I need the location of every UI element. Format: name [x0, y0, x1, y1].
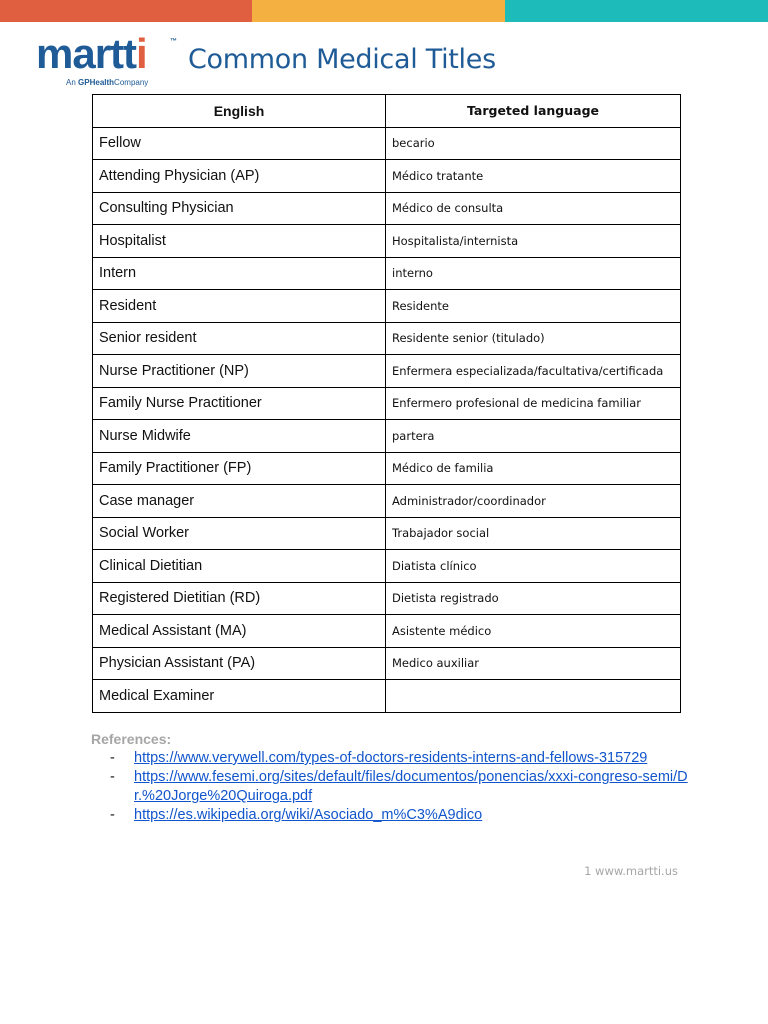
- cell-targeted-language: Enfermero profesional de medicina familiar: [386, 387, 681, 420]
- table-row: [93, 225, 681, 258]
- cell-english: Family Nurse Practitioner: [93, 387, 386, 420]
- cell-targeted-language: [386, 680, 681, 713]
- table-row: [93, 550, 681, 583]
- cell-english: Physician Assistant (PA): [93, 647, 386, 680]
- cell-targeted-language: Enfermera especializada/facultativa/certificada: [386, 355, 681, 388]
- color-bar-yellow: [252, 0, 505, 22]
- table-row: [93, 322, 681, 355]
- cell-english: Attending Physician (AP): [93, 160, 386, 193]
- cell-english: Nurse Practitioner (NP): [93, 355, 386, 388]
- cell-targeted-language: interno: [386, 257, 681, 290]
- table-row: [93, 160, 681, 193]
- logo-tag-prefix: An: [66, 78, 76, 87]
- logo-word-end: i: [136, 30, 147, 77]
- cell-targeted-language: Medico auxiliar: [386, 647, 681, 680]
- reference-item: [110, 768, 690, 806]
- cell-english: Medical Assistant (MA): [93, 615, 386, 648]
- color-bar: [0, 0, 768, 22]
- logo-tagline: [66, 78, 148, 87]
- table-row: [93, 647, 681, 680]
- cell-targeted-language: Médico de familia: [386, 452, 681, 485]
- cell-english: Family Practitioner (FP): [93, 452, 386, 485]
- table-row: [93, 517, 681, 550]
- reference-item: [110, 806, 690, 825]
- table-row: [93, 290, 681, 323]
- table-row: [93, 420, 681, 453]
- martti-logo: [36, 30, 186, 90]
- cell-english: Fellow: [93, 127, 386, 160]
- cell-targeted-language: Asistente médico: [386, 615, 681, 648]
- cell-english: Consulting Physician: [93, 192, 386, 225]
- logo-word-main: martt: [36, 30, 137, 77]
- cell-targeted-language: Administrador/coordinador: [386, 485, 681, 518]
- logo-wordmark: [36, 32, 147, 76]
- reference-bullet: -: [110, 807, 115, 823]
- table-header-row: [93, 95, 681, 128]
- reference-link[interactable]: https://www.verywell.com/types-of-doctors-residents-interns-and-fellows-315729: [134, 750, 648, 766]
- table-row: [93, 387, 681, 420]
- cell-english: Medical Examiner: [93, 680, 386, 713]
- cell-english: Nurse Midwife: [93, 420, 386, 453]
- page-footer: 1 www.martti.us: [584, 864, 678, 878]
- logo-tag-brand: GPHealth: [78, 78, 115, 87]
- cell-targeted-language: Residente: [386, 290, 681, 323]
- cell-targeted-language: partera: [386, 420, 681, 453]
- cell-targeted-language: Hospitalista/internista: [386, 225, 681, 258]
- header-english: English: [93, 95, 386, 128]
- cell-targeted-language: Dietista registrado: [386, 582, 681, 615]
- cell-english: Registered Dietitian (RD): [93, 582, 386, 615]
- reference-bullet: -: [110, 769, 115, 785]
- references-list: [110, 749, 690, 825]
- cell-targeted-language: Médico tratante: [386, 160, 681, 193]
- cell-targeted-language: Médico de consulta: [386, 192, 681, 225]
- table-row: [93, 257, 681, 290]
- cell-english: Social Worker: [93, 517, 386, 550]
- table-row: [93, 452, 681, 485]
- cell-english: Hospitalist: [93, 225, 386, 258]
- table-row: [93, 615, 681, 648]
- reference-link[interactable]: https://es.wikipedia.org/wiki/Asociado_m%C3%A9dico: [134, 807, 483, 823]
- reference-bullet: -: [110, 750, 115, 766]
- table-row: [93, 680, 681, 713]
- cell-targeted-language: Trabajador social: [386, 517, 681, 550]
- cell-english: Resident: [93, 290, 386, 323]
- logo-trademark: ™: [170, 38, 177, 45]
- cell-english: Case manager: [93, 485, 386, 518]
- medical-titles-table: [92, 94, 681, 713]
- reference-item: [110, 749, 690, 768]
- cell-targeted-language: Residente senior (titulado): [386, 322, 681, 355]
- references-label: References:: [91, 731, 172, 747]
- cell-english: Senior resident: [93, 322, 386, 355]
- header-targeted-language: Targeted language: [386, 95, 681, 128]
- table-row: [93, 485, 681, 518]
- cell-english: Clinical Dietitian: [93, 550, 386, 583]
- color-bar-orange: [0, 0, 252, 22]
- page-title: Common Medical Titles: [188, 44, 496, 75]
- table-row: [93, 355, 681, 388]
- color-bar-teal: [505, 0, 768, 22]
- table-row: [93, 127, 681, 160]
- table-row: [93, 192, 681, 225]
- reference-link[interactable]: https://www.fesemi.org/sites/default/files/documentos/ponencias/xxxi-congreso-semi/Dr.%20Jorge%20Quiroga.pdf: [134, 769, 688, 804]
- cell-english: Intern: [93, 257, 386, 290]
- cell-targeted-language: Diatista clínico: [386, 550, 681, 583]
- logo-tag-suffix: Company: [114, 78, 149, 87]
- table-row: [93, 582, 681, 615]
- cell-targeted-language: becario: [386, 127, 681, 160]
